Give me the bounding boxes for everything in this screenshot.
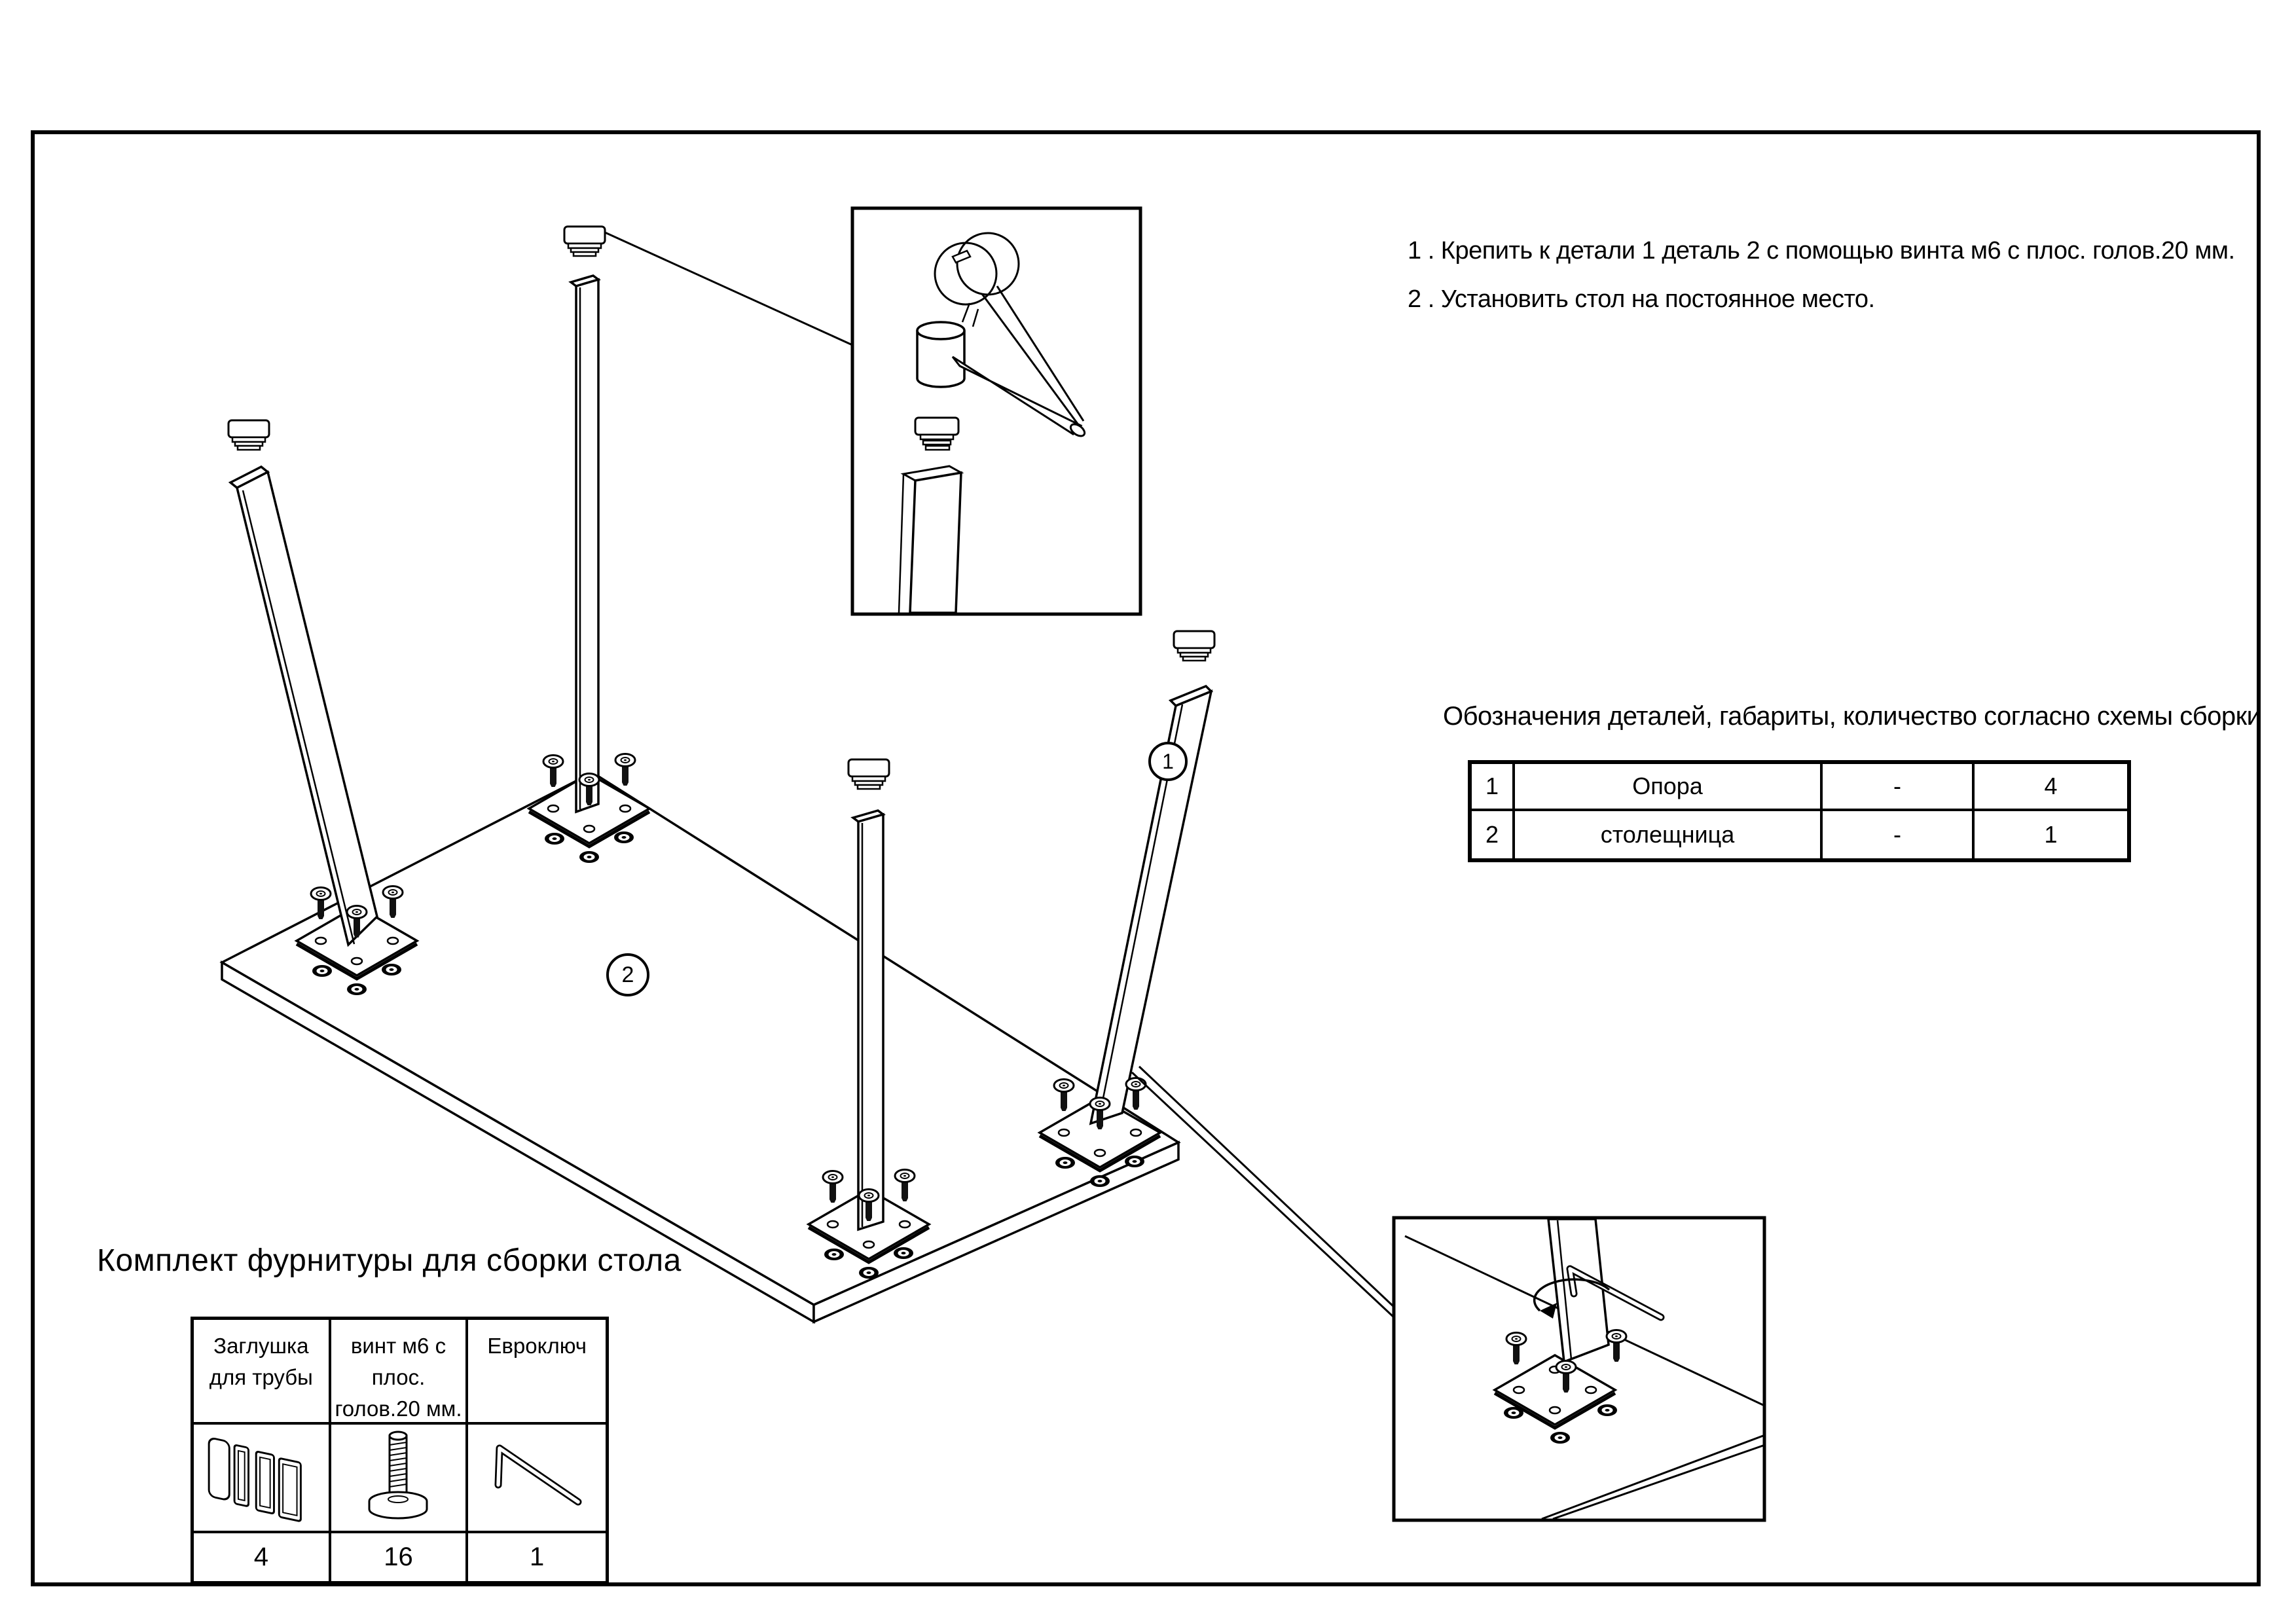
pipe-plug-icon (197, 1429, 325, 1527)
leader-to-hammer-detail (605, 232, 852, 345)
leg-left (230, 467, 377, 945)
callout-support (1148, 742, 1188, 781)
kit-header-key: Евроключ (468, 1320, 606, 1425)
leg-back (571, 276, 598, 812)
parts-row1-name: Опора (1515, 764, 1823, 811)
hardware-kit-table (191, 1317, 609, 1584)
parts-row2-qty: 1 (2044, 821, 2058, 848)
parts-row1-num: 1 (1472, 764, 1515, 811)
leg-front (853, 811, 883, 1230)
kit-image-screw (331, 1425, 469, 1533)
instruction-line-2: 2 . Установить стол на постоянное место. (1408, 285, 1875, 313)
parts-row1-dims: - (1823, 764, 1975, 811)
parts-table (1468, 760, 2131, 862)
plug-left (228, 420, 269, 450)
callout-tabletop (606, 953, 649, 996)
kit-header-plug: Заглушка для трубы (194, 1320, 331, 1425)
kit-image-key (468, 1425, 606, 1533)
callout-support-label: 1 (1162, 749, 1174, 773)
tabletop (222, 773, 1178, 1322)
kit-image-plug (194, 1425, 331, 1533)
kit-qty-plug: 4 (194, 1533, 331, 1581)
kit-qty-screw: 16 (331, 1533, 469, 1581)
kit-header-screw: винт м6 с плос. голов.20 мм. (331, 1320, 469, 1425)
hammer-detail-box (852, 208, 1140, 614)
leader-to-key-detail (1132, 1067, 1394, 1317)
hex-key-detail-box (1394, 1218, 1764, 1520)
flat-head-screw-icon (359, 1428, 437, 1527)
parts-row2-num: 2 (1472, 811, 1515, 858)
plug-front (848, 759, 889, 789)
plug-back (564, 227, 605, 256)
parts-table-title: Обозначения деталей, габариты, количество согласно схемы сборки (1443, 702, 2261, 731)
kit-qty-key: 1 (530, 1542, 545, 1571)
parts-row2-name: столещница (1515, 811, 1823, 858)
plug-right (1174, 631, 1214, 661)
callout-tabletop-label: 2 (621, 962, 634, 987)
parts-row1-qty: 4 (1975, 764, 2127, 811)
hex-key-icon (475, 1435, 599, 1520)
instruction-line-1: 1 . Крепить к детали 1 деталь 2 с помощью винта м6 с плос. голов.20 мм. (1408, 237, 2235, 264)
parts-row2-dims: - (1823, 811, 1975, 858)
assembly-instructions (1408, 227, 2235, 323)
hardware-kit-title: Комплект фурнитуры для сборки стола (97, 1243, 682, 1278)
